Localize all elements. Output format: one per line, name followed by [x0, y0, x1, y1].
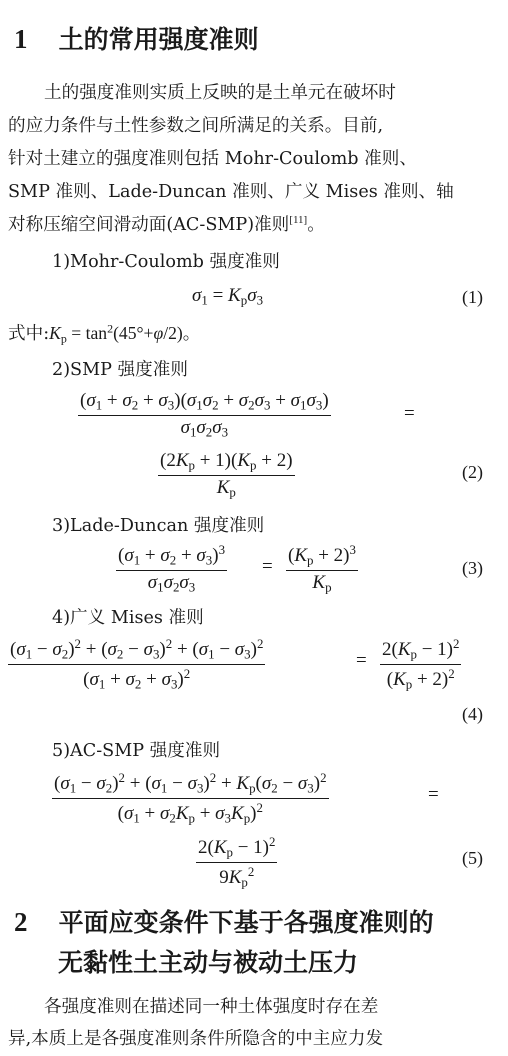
intro-line: 土的强度准则实质上反映的是土单元在破坏时	[44, 83, 396, 103]
equals-sign: =	[262, 556, 273, 577]
intro-line: SMP 准则、Lade-Duncan 准则、广义 Mises 准则、轴	[8, 182, 454, 202]
criterion-4-label: 4)广义 Mises 准则	[52, 608, 204, 628]
section-number: 2	[14, 907, 28, 937]
section-2-heading	[14, 903, 434, 939]
section-number: 1	[14, 24, 28, 54]
equation-number: (2)	[462, 462, 483, 482]
section-title: 土的常用强度准则	[58, 25, 259, 54]
equation-2-lhs: $(\sigma_1 + \sigma_2 + \sigma_3)(\sigma_1\sigma_2 + \sigma_2\sigma_3 + \sigma_1\sigma_3)$ $\sigma_1\sigma_2\sigma_3$	[80, 390, 329, 440]
equation-1: $\sigma_1 = K_p\sigma_3$	[192, 285, 264, 308]
equation-number: (5)	[462, 848, 483, 868]
criterion-2-label: 2)SMP 强度准则	[52, 360, 188, 380]
section-title-line1: 平面应变条件下基于各强度准则的	[58, 908, 434, 937]
equation-3-lhs: $(\sigma_1 + \sigma_2 + \sigma_3)^3$ $\sigma_1\sigma_2\sigma_3$	[118, 542, 226, 595]
intro-line: 的应力条件与土性参数之间所满足的关系。目前,	[8, 116, 384, 136]
intro-line-last: 对称压缩空间滑动面(AC-SMP)准则[11]。	[8, 214, 325, 235]
intro-line: 针对土建立的强度准则包括 Mohr-Coulomb 准则、	[8, 149, 417, 169]
where-clause: 式中$:K_p = \tan^2(45^\circ+\varphi/2)$。	[8, 321, 201, 346]
equation-2-rhs: $(2K_p + 1)(K_p + 2)$ $K_p$	[160, 450, 293, 500]
criterion-1-label: 1)Mohr-Coulomb 强度准则	[52, 252, 280, 272]
outro-line: 各强度准则在描述同一种土体强度时存在差	[44, 997, 379, 1017]
equation-5-lhs: $(\sigma_1 - \sigma_2)^2 + (\sigma_1 - \sigma_3)^2 + K_p(\sigma_2 - \sigma_3)^2$ $(\sigma_1 + \sigma_2K_p + \sigma_3K_p)^2$	[54, 770, 327, 826]
criterion-5-label: 5)AC-SMP 强度准则	[52, 741, 221, 761]
equation-3-rhs: $(K_p + 2)^3$ $K_p$	[288, 542, 356, 595]
section-1-heading	[14, 20, 259, 56]
equals-sign: =	[404, 403, 415, 424]
equation-number: (1)	[462, 287, 483, 307]
equation-4-lhs: $(\sigma_1 - \sigma_2)^2 + (\sigma_2 - \sigma_3)^2 + (\sigma_1 - \sigma_3)^2$ $(\sigma_1 + \sigma_2 + \sigma_3)^2$	[10, 636, 264, 692]
equation-5-rhs: $2(K_p - 1)^2$ $9K_p^2$	[198, 834, 276, 890]
citation: [11]	[289, 214, 308, 227]
equals-sign: =	[428, 784, 439, 805]
equation-4-rhs: $2(K_p - 1)^2$ $(K_p + 2)^2$	[382, 636, 460, 692]
equation-number: (3)	[462, 558, 483, 578]
equation-number: (4)	[462, 704, 483, 724]
equals-sign: =	[356, 650, 367, 671]
outro-line: 异,本质上是各强度准则条件所隐含的中主应力发	[8, 1029, 384, 1049]
criterion-3-label: 3)Lade-Duncan 强度准则	[52, 516, 265, 536]
section-title-line2: 无黏性土主动与被动土压力	[58, 948, 359, 977]
